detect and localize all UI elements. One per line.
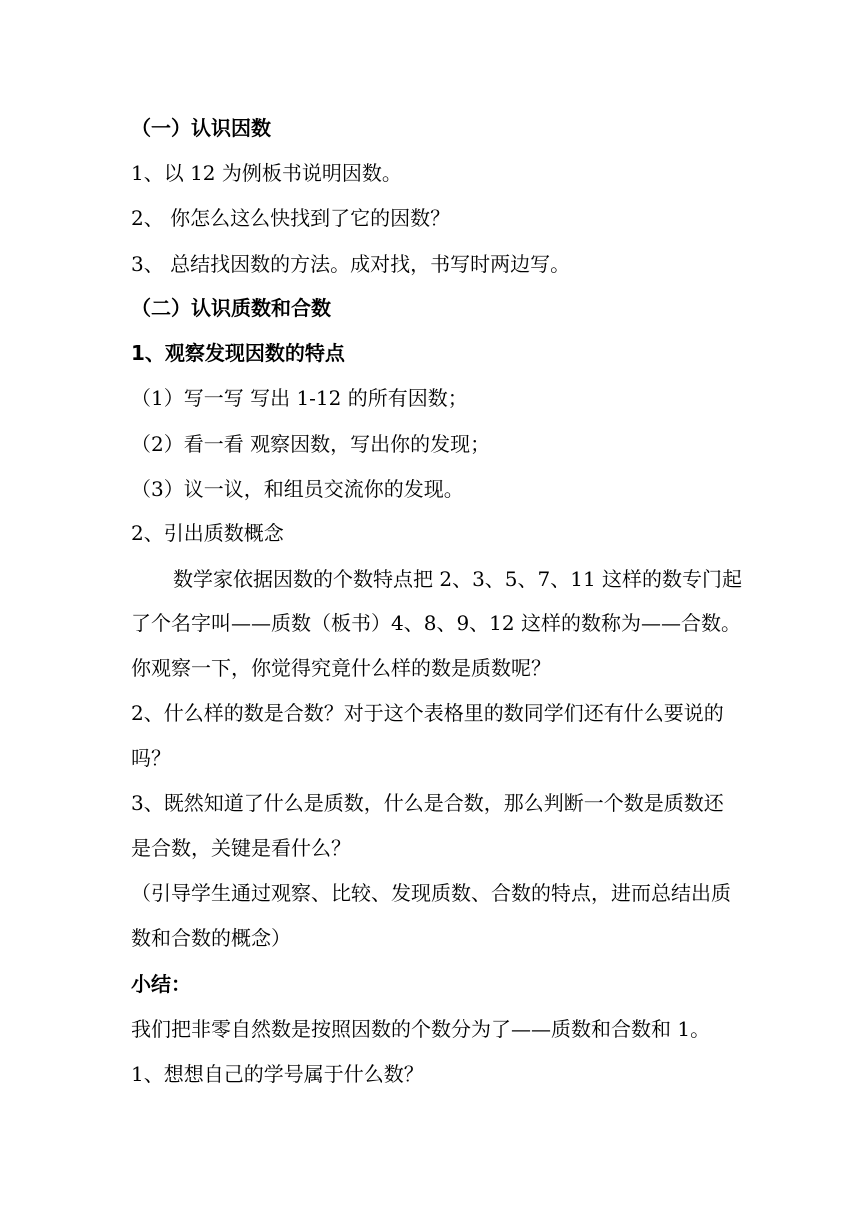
- text-line: 3、既然知道了什么是质数，什么是合数，那么判断一个数是质数还: [131, 791, 724, 815]
- text-line: （2）看一看 观察因数，写出你的发现；: [131, 432, 491, 456]
- text-line: 1、想想自己的学号属于什么数？: [131, 1062, 424, 1086]
- text-line: 吗？: [131, 746, 171, 770]
- text-line: 数和合数的概念）: [131, 926, 291, 950]
- text-line: （1）写一写 写出 1-12 的所有因数；: [131, 386, 468, 410]
- subheading-observe-factors: 1、观察发现因数的特点: [131, 341, 345, 365]
- text-line: 是合数，关键是看什么？: [131, 836, 351, 860]
- text-line: （3）议一议，和组员交流你的发现。: [131, 477, 464, 501]
- summary-heading: 小结：: [131, 972, 191, 996]
- text-line: 2、 你怎么这么快找到了它的因数？: [131, 206, 451, 230]
- text-line: 3、 总结找因数的方法。成对找，书写时两边写。: [131, 252, 571, 276]
- paragraph-line: 你观察一下，你觉得究竟什么样的数是质数呢？: [131, 656, 551, 680]
- text-line: （引导学生通过观察、比较、发现质数、合数的特点，进而总结出质: [131, 881, 731, 905]
- section-heading-prime-composite: （二）认识质数和合数: [131, 296, 331, 320]
- text-line: 1、以 12 为例板书说明因数。: [131, 161, 402, 185]
- text-line: 我们把非零自然数是按照因数的个数分为了——质数和合数和 1。: [131, 1017, 711, 1041]
- paragraph-line: 数学家依据因数的个数特点把 2、3、5、7、11 这样的数专门起: [173, 567, 743, 591]
- paragraph-line: 了个名字叫——质数（板书）4、8、9、12 这样的数称为——合数。: [131, 611, 741, 635]
- text-line: 2、什么样的数是合数？对于这个表格里的数同学们还有什么要说的: [131, 701, 724, 725]
- section-heading-factors: （一）认识因数: [131, 116, 271, 140]
- text-line: 2、引出质数概念: [131, 521, 284, 545]
